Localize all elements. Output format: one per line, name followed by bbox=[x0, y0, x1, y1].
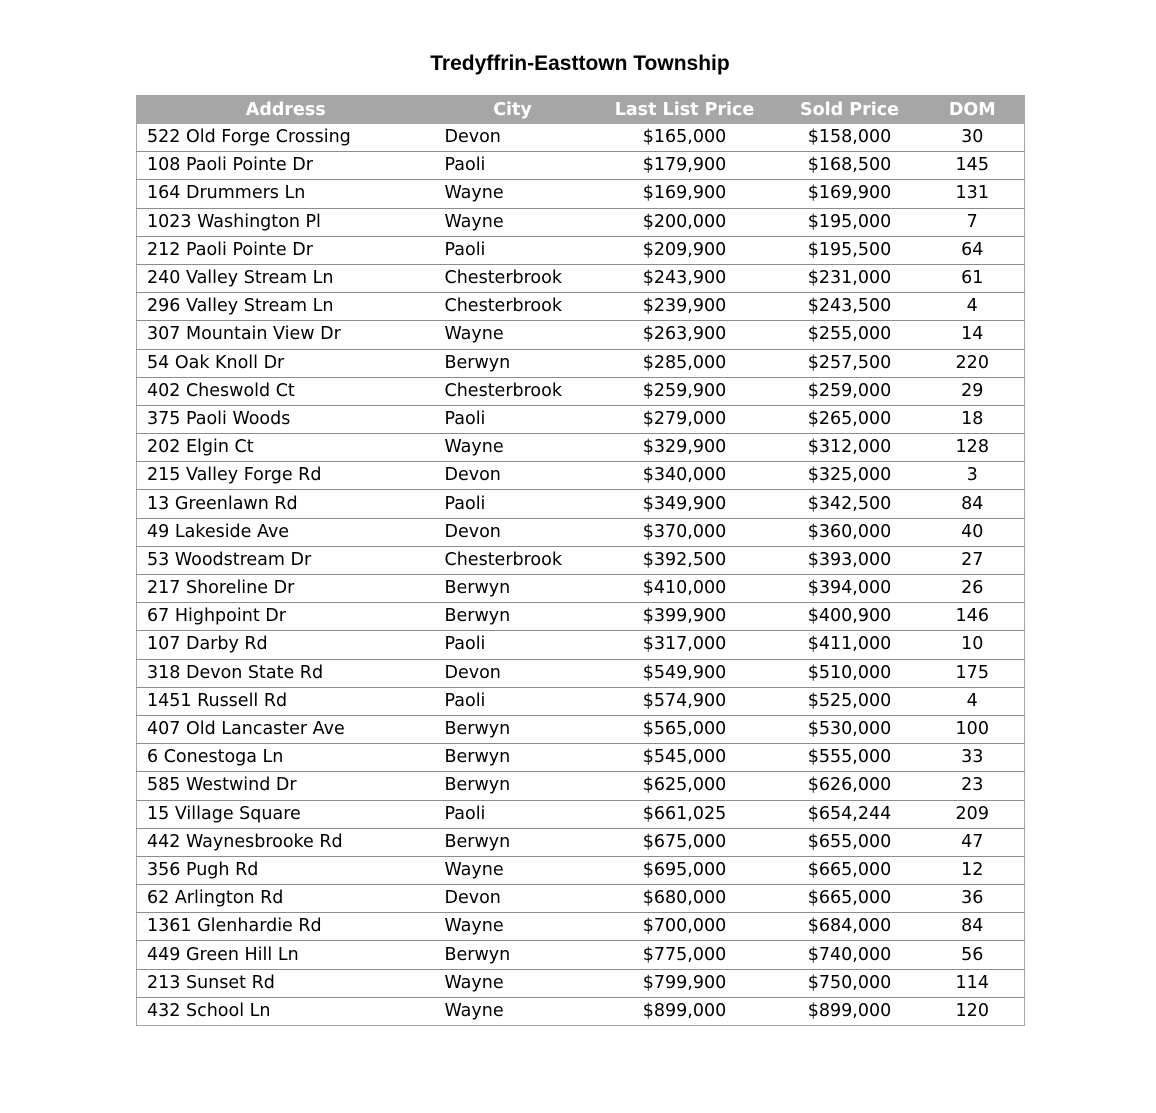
column-header-last-list-price: Last List Price bbox=[591, 96, 779, 125]
last-list-price-cell: $340,000 bbox=[591, 462, 779, 490]
last-list-price-cell: $545,000 bbox=[591, 744, 779, 772]
last-list-price-cell: $899,000 bbox=[642, 1000, 727, 1021]
city-cell: Berwyn bbox=[435, 349, 591, 377]
sold-price-cell: $312,000 bbox=[779, 434, 921, 462]
dom-cell: 128 bbox=[921, 434, 1025, 462]
address-cell: 217 Shoreline Dr bbox=[137, 575, 435, 603]
table-row bbox=[137, 687, 1025, 715]
sold-price-cell: $654,244 bbox=[779, 800, 921, 828]
dom-cell: 120 bbox=[955, 1000, 989, 1021]
table-row bbox=[137, 405, 1025, 433]
table-row bbox=[137, 997, 1025, 1025]
last-list-price-cell: $243,900 bbox=[591, 264, 779, 292]
table-row bbox=[137, 321, 1025, 349]
address-cell: 215 Valley Forge Rd bbox=[137, 462, 435, 490]
sold-price-cell: $195,500 bbox=[779, 236, 921, 264]
sold-price-cell: $158,000 bbox=[779, 124, 921, 152]
last-list-price-cell: $775,000 bbox=[591, 941, 779, 969]
sold-price-cell: $231,000 bbox=[779, 264, 921, 292]
address-cell: 432 School Ln bbox=[147, 1000, 271, 1021]
sold-price-cell: $740,000 bbox=[779, 941, 921, 969]
sold-price-cell: $411,000 bbox=[779, 631, 921, 659]
sold-price-cell: $394,000 bbox=[779, 575, 921, 603]
city-cell: Paoli bbox=[435, 405, 591, 433]
dom-cell: 26 bbox=[921, 575, 1025, 603]
last-list-price-cell: $179,900 bbox=[591, 152, 779, 180]
address-cell: 6 Conestoga Ln bbox=[137, 744, 435, 772]
address-cell: 164 Drummers Ln bbox=[137, 180, 435, 208]
dom-cell: 40 bbox=[921, 518, 1025, 546]
table-row bbox=[137, 603, 1025, 631]
city-cell: Devon bbox=[435, 659, 591, 687]
address-cell: 1361 Glenhardie Rd bbox=[137, 913, 435, 941]
sold-price-cell: $510,000 bbox=[779, 659, 921, 687]
last-list-price-cell: $349,900 bbox=[591, 490, 779, 518]
city-cell: Wayne bbox=[435, 913, 591, 941]
city-cell: Paoli bbox=[435, 631, 591, 659]
dom-cell: 4 bbox=[921, 687, 1025, 715]
sold-price-cell: $655,000 bbox=[779, 828, 921, 856]
dom-cell: 4 bbox=[921, 293, 1025, 321]
address-cell: 1023 Washington Pl bbox=[137, 208, 435, 236]
address-cell: 54 Oak Knoll Dr bbox=[137, 349, 435, 377]
last-list-price-cell: $625,000 bbox=[591, 772, 779, 800]
dom-cell: 30 bbox=[921, 124, 1025, 152]
dom-cell: 146 bbox=[921, 603, 1025, 631]
city-cell: Paoli bbox=[435, 490, 591, 518]
city-cell: Paoli bbox=[435, 152, 591, 180]
table-row bbox=[137, 828, 1025, 856]
sold-price-cell: $530,000 bbox=[779, 715, 921, 743]
dom-cell: 64 bbox=[921, 236, 1025, 264]
table-row bbox=[137, 518, 1025, 546]
sold-price-cell: $168,500 bbox=[779, 152, 921, 180]
table-row bbox=[137, 631, 1025, 659]
city-cell: Wayne bbox=[435, 208, 591, 236]
dom-cell: 84 bbox=[921, 490, 1025, 518]
address-cell: 108 Paoli Pointe Dr bbox=[137, 152, 435, 180]
address-cell: 13 Greenlawn Rd bbox=[137, 490, 435, 518]
last-list-price-cell: $285,000 bbox=[591, 349, 779, 377]
sold-price-cell: $169,900 bbox=[779, 180, 921, 208]
last-list-price-cell: $399,900 bbox=[591, 603, 779, 631]
address-cell: 62 Arlington Rd bbox=[137, 885, 435, 913]
last-list-price-cell: $370,000 bbox=[591, 518, 779, 546]
dom-cell: 12 bbox=[921, 856, 1025, 884]
column-header-city: City bbox=[435, 96, 591, 125]
column-header-sold-price: Sold Price bbox=[779, 96, 921, 125]
dom-cell: 23 bbox=[921, 772, 1025, 800]
address-cell: 107 Darby Rd bbox=[137, 631, 435, 659]
last-list-price-cell: $165,000 bbox=[591, 124, 779, 152]
dom-cell: 131 bbox=[921, 180, 1025, 208]
dom-cell: 145 bbox=[921, 152, 1025, 180]
dom-cell: 56 bbox=[921, 941, 1025, 969]
dom-cell: 36 bbox=[921, 885, 1025, 913]
table-row bbox=[137, 377, 1025, 405]
table-row bbox=[137, 856, 1025, 884]
address-cell: 407 Old Lancaster Ave bbox=[137, 715, 435, 743]
city-cell: Wayne bbox=[435, 856, 591, 884]
address-cell: 1451 Russell Rd bbox=[137, 687, 435, 715]
city-cell: Berwyn bbox=[435, 772, 591, 800]
city-cell: Berwyn bbox=[435, 941, 591, 969]
city-cell: Berwyn bbox=[435, 715, 591, 743]
last-list-price-cell: $200,000 bbox=[591, 208, 779, 236]
last-list-price-cell: $259,900 bbox=[591, 377, 779, 405]
sold-price-cell: $665,000 bbox=[779, 856, 921, 884]
last-list-price-cell: $279,000 bbox=[591, 405, 779, 433]
last-list-price-cell: $574,900 bbox=[591, 687, 779, 715]
table-row bbox=[137, 264, 1025, 292]
city-cell: Berwyn bbox=[435, 603, 591, 631]
table-row bbox=[137, 744, 1025, 772]
table-row bbox=[137, 490, 1025, 518]
table-header-row bbox=[137, 96, 1025, 125]
city-cell: Wayne bbox=[444, 1000, 504, 1021]
dom-cell: 220 bbox=[921, 349, 1025, 377]
table-row bbox=[137, 800, 1025, 828]
dom-cell: 114 bbox=[921, 969, 1025, 997]
dom-cell: 175 bbox=[921, 659, 1025, 687]
table-row bbox=[137, 913, 1025, 941]
address-cell: 442 Waynesbrooke Rd bbox=[137, 828, 435, 856]
table-row bbox=[137, 575, 1025, 603]
city-cell: Berwyn bbox=[435, 744, 591, 772]
address-cell: 240 Valley Stream Ln bbox=[137, 264, 435, 292]
city-cell: Devon bbox=[435, 462, 591, 490]
last-list-price-cell: $695,000 bbox=[591, 856, 779, 884]
city-cell: Berwyn bbox=[435, 575, 591, 603]
last-list-price-cell: $317,000 bbox=[591, 631, 779, 659]
sold-price-cell: $525,000 bbox=[779, 687, 921, 715]
table-row bbox=[137, 941, 1025, 969]
city-cell: Wayne bbox=[435, 969, 591, 997]
column-header-address: Address bbox=[137, 96, 435, 125]
last-list-price-cell: $169,900 bbox=[591, 180, 779, 208]
dom-cell: 14 bbox=[921, 321, 1025, 349]
table-row bbox=[137, 969, 1025, 997]
address-cell: 522 Old Forge Crossing bbox=[137, 124, 435, 152]
sold-price-cell: $400,900 bbox=[779, 603, 921, 631]
address-cell: 375 Paoli Woods bbox=[137, 405, 435, 433]
sold-price-cell: $257,500 bbox=[779, 349, 921, 377]
last-list-price-cell: $329,900 bbox=[591, 434, 779, 462]
dom-cell: 100 bbox=[921, 715, 1025, 743]
sold-price-cell: $360,000 bbox=[779, 518, 921, 546]
table-row bbox=[137, 236, 1025, 264]
address-cell: 402 Cheswold Ct bbox=[137, 377, 435, 405]
city-cell: Devon bbox=[435, 518, 591, 546]
table-row bbox=[137, 293, 1025, 321]
last-list-price-cell: $549,900 bbox=[591, 659, 779, 687]
address-cell: 212 Paoli Pointe Dr bbox=[137, 236, 435, 264]
sales-table bbox=[136, 95, 1025, 1026]
address-cell: 307 Mountain View Dr bbox=[137, 321, 435, 349]
city-cell: Chesterbrook bbox=[435, 293, 591, 321]
last-list-price-cell: $392,500 bbox=[591, 546, 779, 574]
dom-cell: 61 bbox=[921, 264, 1025, 292]
last-list-price-cell: $799,900 bbox=[591, 969, 779, 997]
last-list-price-cell: $410,000 bbox=[591, 575, 779, 603]
address-cell: 213 Sunset Rd bbox=[137, 969, 435, 997]
table-row bbox=[137, 546, 1025, 574]
dom-cell: 47 bbox=[921, 828, 1025, 856]
dom-cell: 29 bbox=[921, 377, 1025, 405]
sold-price-cell: $259,000 bbox=[779, 377, 921, 405]
sold-price-cell: $665,000 bbox=[779, 885, 921, 913]
dom-cell: 33 bbox=[921, 744, 1025, 772]
address-cell: 296 Valley Stream Ln bbox=[137, 293, 435, 321]
table-row bbox=[137, 715, 1025, 743]
city-cell: Wayne bbox=[435, 321, 591, 349]
address-cell: 318 Devon State Rd bbox=[137, 659, 435, 687]
address-cell: 67 Highpoint Dr bbox=[137, 603, 435, 631]
address-cell: 15 Village Square bbox=[137, 800, 435, 828]
table-row bbox=[137, 349, 1025, 377]
sold-price-cell: $899,000 bbox=[807, 1000, 892, 1021]
city-cell: Paoli bbox=[435, 687, 591, 715]
sold-price-cell: $750,000 bbox=[779, 969, 921, 997]
sold-price-cell: $255,000 bbox=[779, 321, 921, 349]
table-row bbox=[137, 180, 1025, 208]
table-row bbox=[137, 462, 1025, 490]
table-row bbox=[137, 659, 1025, 687]
address-cell: 53 Woodstream Dr bbox=[137, 546, 435, 574]
address-cell: 49 Lakeside Ave bbox=[137, 518, 435, 546]
column-header-dom: DOM bbox=[921, 96, 1025, 125]
page-title: Tredyffrin-Easttown Township bbox=[430, 52, 730, 75]
address-cell: 585 Westwind Dr bbox=[137, 772, 435, 800]
city-cell: Berwyn bbox=[435, 828, 591, 856]
sold-price-cell: $684,000 bbox=[779, 913, 921, 941]
dom-cell: 18 bbox=[921, 405, 1025, 433]
table-row bbox=[137, 208, 1025, 236]
last-list-price-cell: $675,000 bbox=[591, 828, 779, 856]
city-cell: Chesterbrook bbox=[435, 264, 591, 292]
city-cell: Wayne bbox=[435, 434, 591, 462]
sold-price-cell: $243,500 bbox=[779, 293, 921, 321]
last-list-price-cell: $680,000 bbox=[591, 885, 779, 913]
city-cell: Paoli bbox=[435, 236, 591, 264]
address-cell: 449 Green Hill Ln bbox=[137, 941, 435, 969]
sold-price-cell: $195,000 bbox=[779, 208, 921, 236]
table-row bbox=[137, 885, 1025, 913]
table-row bbox=[137, 124, 1025, 152]
table-body bbox=[137, 124, 1025, 1026]
city-cell: Devon bbox=[435, 124, 591, 152]
sold-price-cell: $555,000 bbox=[779, 744, 921, 772]
dom-cell: 3 bbox=[921, 462, 1025, 490]
dom-cell: 7 bbox=[921, 208, 1025, 236]
table-row bbox=[137, 434, 1025, 462]
sold-price-cell: $393,000 bbox=[779, 546, 921, 574]
city-cell: Chesterbrook bbox=[435, 546, 591, 574]
dom-cell: 27 bbox=[921, 546, 1025, 574]
last-list-price-cell: $565,000 bbox=[591, 715, 779, 743]
last-list-price-cell: $209,900 bbox=[591, 236, 779, 264]
last-list-price-cell: $239,900 bbox=[591, 293, 779, 321]
city-cell: Paoli bbox=[435, 800, 591, 828]
address-cell: 356 Pugh Rd bbox=[137, 856, 435, 884]
city-cell: Chesterbrook bbox=[435, 377, 591, 405]
sold-price-cell: $325,000 bbox=[779, 462, 921, 490]
sold-price-cell: $626,000 bbox=[779, 772, 921, 800]
last-list-price-cell: $661,025 bbox=[591, 800, 779, 828]
sold-price-cell: $342,500 bbox=[779, 490, 921, 518]
sold-price-cell: $265,000 bbox=[779, 405, 921, 433]
city-cell: Wayne bbox=[435, 180, 591, 208]
table-row bbox=[137, 152, 1025, 180]
last-list-price-cell: $263,900 bbox=[591, 321, 779, 349]
dom-cell: 209 bbox=[921, 800, 1025, 828]
last-list-price-cell: $700,000 bbox=[591, 913, 779, 941]
dom-cell: 84 bbox=[921, 913, 1025, 941]
table-row bbox=[137, 772, 1025, 800]
dom-cell: 10 bbox=[921, 631, 1025, 659]
city-cell: Devon bbox=[435, 885, 591, 913]
address-cell: 202 Elgin Ct bbox=[137, 434, 435, 462]
